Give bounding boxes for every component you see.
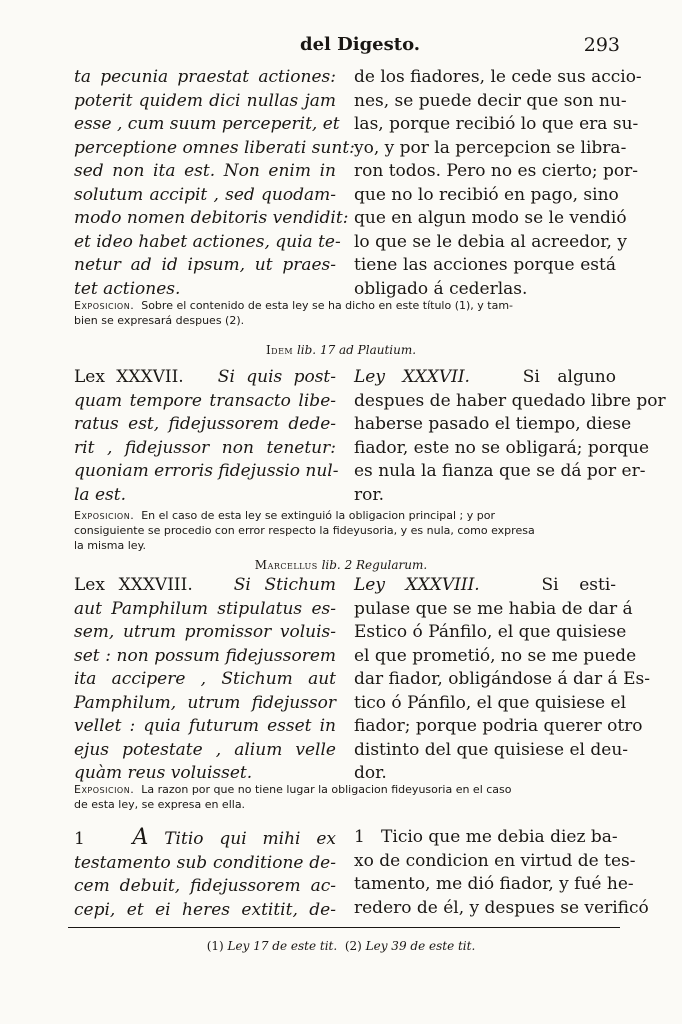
page-number: 293 xyxy=(583,34,620,56)
spanish-line: dar fiador, obligándose á dar á Es- xyxy=(354,669,650,689)
latin-line: rit , fidejussor non tenetur: xyxy=(74,437,336,458)
latin-line: quoniam erroris fidejussio nul- xyxy=(74,461,339,481)
spanish-line: obligado á cederlas. xyxy=(354,278,528,299)
spanish-line: haberse pasado el tiempo, diese xyxy=(354,414,632,434)
spanish-line: yo, y por la percepcion se libra- xyxy=(354,137,627,158)
attribution-name: Marcellus xyxy=(254,558,318,572)
running-header xyxy=(0,34,682,60)
note-line: Sobre el contenido de esta ley se ha dicho en este título (1), y tam- xyxy=(141,299,514,312)
latin-law-number: Lex XXXVII. xyxy=(74,367,184,387)
latin-line: la est. xyxy=(74,484,126,505)
footnote-rule xyxy=(68,927,620,928)
spanish-line: Si esti- xyxy=(541,575,616,595)
latin-line: Pamphilum, utrum fidejussor xyxy=(74,692,336,713)
latin-line: ejus potestate , alium velle xyxy=(74,739,336,760)
latin-line: netur ad id ipsum, ut praes- xyxy=(74,255,336,275)
spanish-line: dor. xyxy=(354,763,387,783)
latin-line: Titio qui mihi ex xyxy=(164,829,336,849)
latin-line: solutum accipit , sed quodam- xyxy=(74,184,336,205)
latin-line: sem, utrum promissor voluis- xyxy=(74,622,336,642)
spanish-line: Estico ó Pánfilo, el que quisiese xyxy=(354,622,627,642)
latin-line: vellet : quia futurum esset in xyxy=(74,716,336,736)
spanish-line: tico ó Pánfilo, el que quisiese el xyxy=(354,692,627,713)
spanish-line: que en algun modo se le vendió xyxy=(354,208,627,228)
note-line: consiguiente se procedio con error respecto la fideyusoria, y es nula, como expresa xyxy=(74,524,535,537)
attribution-name: Idem xyxy=(265,343,294,357)
spanish-column xyxy=(354,66,642,301)
spanish-column xyxy=(354,826,649,922)
spanish-line: xo de condicion en virtud de tes- xyxy=(354,850,636,871)
spanish-law-number: Ley XXXVII. xyxy=(354,367,470,387)
latin-column xyxy=(74,826,336,922)
spanish-column xyxy=(354,574,650,786)
latin-line: sed non ita est. Non enim in xyxy=(74,161,336,181)
attribution-2 xyxy=(0,557,682,573)
footnote-text-1: Ley 17 de este tit. xyxy=(227,939,338,953)
latin-line: set : non possum fidejussorem xyxy=(74,645,336,666)
note-line: bien se expresará despues (2). xyxy=(74,314,245,327)
spanish-line: fiador, este no se obligará; porque xyxy=(354,437,650,458)
spanish-line: ror. xyxy=(354,484,385,505)
exposition-note-1 xyxy=(74,298,616,328)
spanish-line: tiene las acciones porque está xyxy=(354,255,616,275)
spanish-line: fiador; porque podria querer otro xyxy=(354,716,643,736)
latin-line: cem debuit, fidejussorem ac- xyxy=(74,876,336,896)
exposition-note-3 xyxy=(74,782,616,812)
latin-line: poterit quidem dici nullas jam xyxy=(74,90,336,111)
latin-initial: A xyxy=(132,825,149,850)
latin-line: modo nomen debitoris vendidit: xyxy=(74,208,349,228)
spanish-line: que no lo recibió en pago, sino xyxy=(354,184,619,205)
footnote-marker-2: (2) xyxy=(344,939,362,953)
spanish-line: de los fiadores, le cede sus accio- xyxy=(354,67,642,87)
latin-line: aut Pamphilum stipulatus es- xyxy=(74,598,336,619)
latin-line: Si Stichum xyxy=(233,575,336,595)
spanish-line: despues de haber quedado libre por xyxy=(354,390,666,411)
footnote-text-2: Ley 39 de este tit. xyxy=(365,939,476,953)
latin-column xyxy=(74,574,336,786)
spanish-section-number: 1 xyxy=(354,827,365,847)
paragraph-pair-2 xyxy=(74,366,666,507)
spanish-line: las, porque recibió lo que era su- xyxy=(354,114,639,134)
latin-line: esse , cum suum perceperit, et xyxy=(74,114,340,134)
latin-line: cepi, et ei heres extitit, de- xyxy=(74,899,336,920)
spanish-line: el que prometió, no se me puede xyxy=(354,645,637,666)
latin-section-number: 1 xyxy=(74,829,85,849)
spanish-column xyxy=(354,366,666,507)
latin-line: ita accipere , Stichum aut xyxy=(74,669,336,689)
latin-law-number: Lex XXXVIII. xyxy=(74,575,193,595)
attribution-source: lib. 2 Regularum. xyxy=(321,558,428,572)
exposition-label: Exposicion. xyxy=(74,509,135,522)
latin-line: tet actiones. xyxy=(74,278,181,299)
footnote-marker-1: (1) xyxy=(206,939,224,953)
latin-column xyxy=(74,66,355,301)
spanish-line: redero de él, y despues se verificó xyxy=(354,897,649,918)
latin-column xyxy=(74,366,339,507)
spanish-line: distinto del que quisiese el deu- xyxy=(354,739,629,760)
latin-line: et ideo habet actiones, quia te- xyxy=(74,231,341,252)
latin-line: quam tempore transacto libe- xyxy=(74,390,336,411)
attribution-source: lib. 17 ad Plautium. xyxy=(296,343,417,357)
spanish-law-number: Ley XXXVIII. xyxy=(354,575,480,595)
exposition-note-2 xyxy=(74,508,616,553)
exposition-label: Exposicion. xyxy=(74,783,135,796)
spanish-line: Si alguno xyxy=(522,367,616,387)
spanish-line: pulase que se me habia de dar á xyxy=(354,598,633,619)
latin-line: Si quis post- xyxy=(217,367,336,387)
attribution-1 xyxy=(0,342,682,358)
spanish-line: lo que se le debia al acreedor, y xyxy=(354,231,627,252)
footnotes xyxy=(0,939,682,953)
header-title: del Digesto. xyxy=(300,34,421,55)
spanish-line: Ticio que me debia diez ba- xyxy=(381,827,618,847)
paragraph-pair-1 xyxy=(74,66,642,301)
paragraph-pair-3 xyxy=(74,574,650,786)
spanish-line: ron todos. Pero no es cierto; por- xyxy=(354,161,639,181)
latin-line: ratus est, fidejussorem dede- xyxy=(74,414,336,434)
latin-line: testamento sub conditione de- xyxy=(74,852,336,873)
spanish-line: es nula la fianza que se dá por er- xyxy=(354,461,646,481)
note-line: La razon por que no tiene lugar la obligacion fideyusoria en el caso xyxy=(141,783,512,796)
latin-line: perceptione omnes liberati sunt: xyxy=(74,137,355,158)
spanish-line: nes, se puede decir que son nu- xyxy=(354,90,627,111)
latin-line: quàm reus voluisset. xyxy=(74,763,253,783)
spanish-line: tamento, me dió fiador, y fué he- xyxy=(354,874,634,894)
paragraph-pair-4 xyxy=(74,825,649,922)
exposition-label: Exposicion. xyxy=(74,299,135,312)
note-line: En el caso de esta ley se extinguió la obligacion principal ; y por xyxy=(141,509,495,522)
note-line: de esta ley, se expresa en ella. xyxy=(74,798,246,811)
latin-line: ta pecunia praestat actiones: xyxy=(74,67,336,87)
note-line: la misma ley. xyxy=(74,539,147,552)
